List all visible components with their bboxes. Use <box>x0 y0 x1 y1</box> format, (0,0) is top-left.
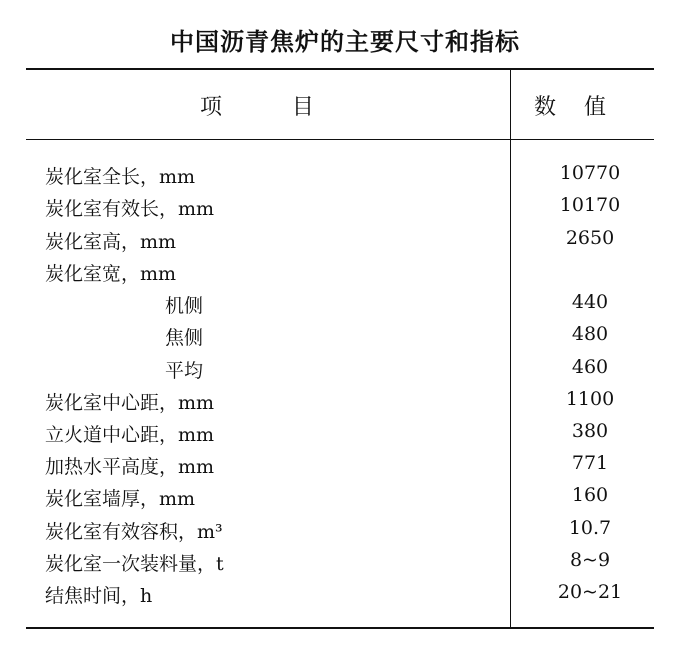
row-value: 10.7 <box>568 517 612 539</box>
row-label: 炭化室有效长，mm <box>45 198 215 220</box>
table-row <box>0 484 690 516</box>
table-row <box>0 162 690 194</box>
header-item: 项 目 <box>200 95 314 120</box>
row-label: 炭化室高，mm <box>45 231 177 253</box>
row-label: 平均 <box>165 360 204 382</box>
row-value: 440 <box>571 291 609 313</box>
row-label: 炭化室一次装料量，t <box>45 553 224 575</box>
row-label: 炭化室中心距，mm <box>45 392 215 414</box>
bottom-rule <box>26 627 654 629</box>
row-value: 8~9 <box>569 549 611 571</box>
row-label: 炭化室全长，mm <box>45 166 196 188</box>
row-label: 焦侧 <box>165 327 204 349</box>
row-value: 460 <box>571 356 609 378</box>
row-label: 加热水平高度，mm <box>45 456 215 478</box>
row-value: 10770 <box>559 162 621 184</box>
row-label: 立火道中心距，mm <box>45 424 215 446</box>
table-row <box>0 420 690 452</box>
row-label: 机侧 <box>165 295 204 317</box>
table-title: 中国沥青焦炉的主要尺寸和指标 <box>170 28 520 56</box>
header-rule <box>26 139 654 140</box>
table-row <box>0 291 690 323</box>
row-label: 炭化室墙厚，mm <box>45 488 196 510</box>
table-row <box>0 388 690 420</box>
top-rule <box>26 68 654 70</box>
row-label: 炭化室宽，mm <box>45 263 177 285</box>
table-row <box>0 452 690 484</box>
row-value: 1100 <box>565 388 615 410</box>
table-row <box>0 549 690 581</box>
row-value: 771 <box>571 452 609 474</box>
row-label: 结焦时间，h <box>45 585 153 607</box>
row-value: 160 <box>571 484 609 506</box>
table-row <box>0 194 690 226</box>
row-label: 炭化室有效容积，m³ <box>45 521 223 543</box>
table-row <box>0 323 690 355</box>
row-value: 20~21 <box>557 581 623 603</box>
table-row <box>0 259 690 291</box>
row-value: 10170 <box>559 194 621 216</box>
table-row <box>0 581 690 613</box>
row-value: 380 <box>571 420 609 442</box>
header-value: 数 值 <box>534 95 606 120</box>
table-row <box>0 356 690 388</box>
table-row <box>0 517 690 549</box>
row-value: 480 <box>571 323 609 345</box>
row-value: 2650 <box>565 227 615 249</box>
table-row <box>0 227 690 259</box>
